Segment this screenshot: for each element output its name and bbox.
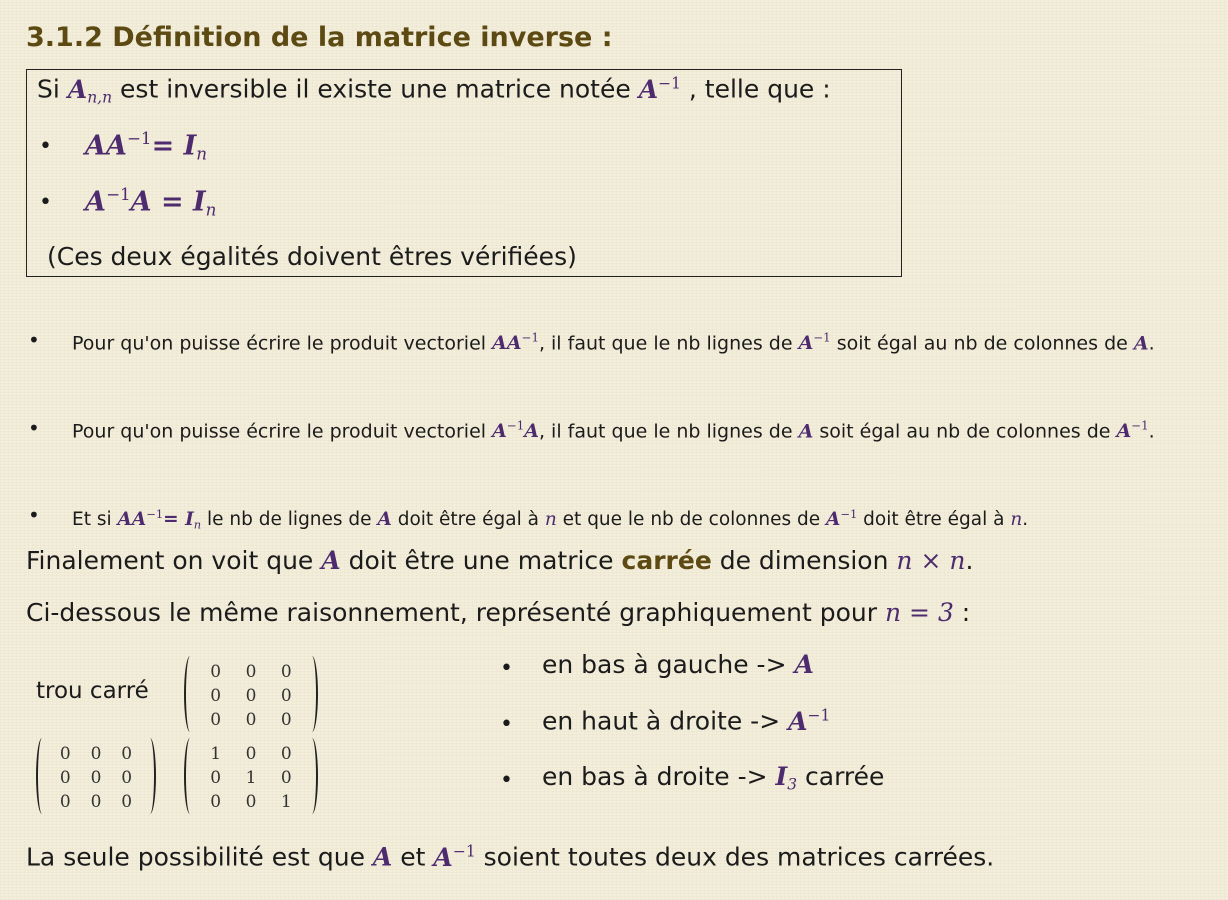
matrix-cell: 0 <box>280 744 292 764</box>
definition-intro <box>37 74 831 106</box>
matrix-cell: 0 <box>245 792 257 812</box>
matrix-cell: 0 <box>245 710 257 730</box>
matrix-cell: 0 <box>59 744 71 764</box>
matrix-bottom-left <box>36 738 156 814</box>
matrix-cell: 1 <box>280 792 292 812</box>
matrix-cell: 0 <box>210 686 222 706</box>
legend-item-bottom-left: en bas à gauche -> A <box>542 650 814 679</box>
matrix-cell: 0 <box>121 744 133 764</box>
matrix-cell: 0 <box>59 768 71 788</box>
bullet-icon: • <box>28 503 40 527</box>
text: , telle que : <box>688 74 831 104</box>
matrix-cell: 0 <box>59 792 71 812</box>
math-A: $A_{n,n}$ <box>67 74 113 107</box>
section-heading: 3.1.2 Définition de la matrice inverse : <box>26 22 613 53</box>
matrix-cell: 0 <box>210 768 222 788</box>
bullet-icon: • <box>28 328 40 352</box>
matrix-cell: 0 <box>121 792 133 812</box>
matrix-cell: 0 <box>210 792 222 812</box>
bullet-icon: • <box>500 768 513 793</box>
matrix-cell: 0 <box>245 662 257 682</box>
matrix-cell: 1 <box>245 768 257 788</box>
matrix-top-right <box>184 656 318 732</box>
bullet-icon: • <box>500 656 513 681</box>
matrix-cell: 0 <box>245 744 257 764</box>
matrix-cell: 0 <box>121 768 133 788</box>
bullet-icon: • <box>39 190 52 215</box>
bullet-paragraph-2: Pour qu'on puisse écrire le produit vectoriel $A^{-1}A$, il faut que le nb lignes de A soit égal au nb de colonnes de $A^{-1}$. <box>72 419 1155 443</box>
matrix-cell: 0 <box>210 662 222 682</box>
conclusion: La seule possibilité est que A et $A^{-1}$ soient toutes deux des matrices carrées. <box>26 842 995 872</box>
matrix-cell: 0 <box>90 792 102 812</box>
bullet-paragraph-3: Et si $AA^{-1}= I_n$ le nb de lignes de A doit être égal à n et que le nb de colonnes de $A^{-1}$ doit être égal à n. <box>72 507 1029 532</box>
matrix-cell: 0 <box>210 710 222 730</box>
text: est inversible il existe une matrice notée <box>120 74 631 104</box>
legend-item-top-right: en haut à droite -> $A^{-1}$ <box>542 706 831 736</box>
matrix-cell: 0 <box>245 686 257 706</box>
matrix-cell: 0 <box>280 710 292 730</box>
text: Si <box>37 74 60 104</box>
matrix-cell: 0 <box>90 744 102 764</box>
matrix-bottom-right <box>184 738 318 814</box>
math-A-inverse: $A^{-1}$ <box>638 74 681 104</box>
definition-box <box>26 69 902 277</box>
final-statement: Finalement on voit que A doit être une matrice carrée de dimension n × n. <box>26 546 974 575</box>
equation-AinvA: $A^{-1}A = I_n$ <box>85 184 217 220</box>
matrix-cell: 0 <box>280 686 292 706</box>
hole-label: trou carré <box>36 678 149 704</box>
matrix-cell: 0 <box>90 768 102 788</box>
bullet-icon: • <box>39 134 52 159</box>
bullet-icon: • <box>500 712 513 737</box>
matrix-cell: 0 <box>280 768 292 788</box>
legend-item-bottom-right: en bas à droite -> $I_3$ carrée <box>542 762 885 794</box>
matrix-cell: 1 <box>210 744 222 764</box>
definition-note: (Ces deux égalités doivent êtres vérifiées) <box>47 242 577 271</box>
bullet-paragraph-1: Pour qu'on puisse écrire le produit vectoriel $AA^{-1}$, il faut que le nb lignes de $A^{-1}$ soit égal au nb de colonnes de A. <box>72 331 1155 355</box>
bullet-icon: • <box>28 416 40 440</box>
equation-AAinv: $AA^{-1}= I_n$ <box>85 128 208 164</box>
graph-intro: Ci-dessous le même raisonnement, représenté graphiquement pour n = 3 : <box>26 598 971 627</box>
matrix-cell: 0 <box>280 662 292 682</box>
